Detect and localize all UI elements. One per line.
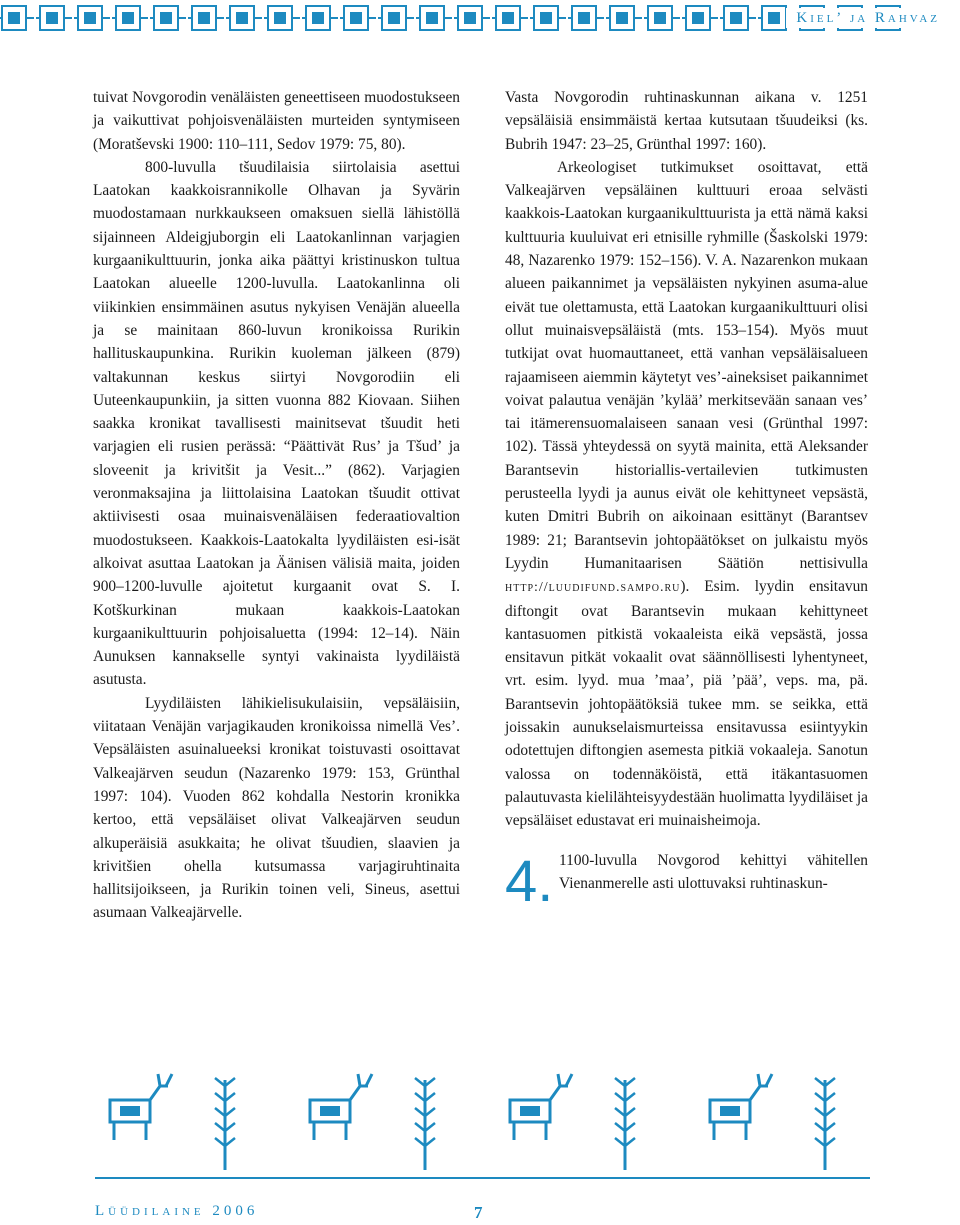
paragraph: tuivat Novgorodin venäläisten geneettiseen muodostukseen ja vaikuttivat pohjoisvenäläisten murteiden syntymiseen (Moratševski 1900: 110–111, Sedov 1979: 75, 80). [93, 89, 460, 153]
band-motif [340, 6, 376, 30]
band-motif [416, 6, 452, 30]
band-motif [644, 6, 680, 30]
band-motif [606, 6, 642, 30]
band-motif [530, 6, 566, 30]
band-motif [226, 6, 262, 30]
paragraph: 800-luvulla tšuudilaisia siirtolaisia asettui Laatokan kaakkoisrannikolle Olhavan ja Syvärin muodostamaan nurkkaukseen omaksuen siellä lähistöllä sijainneen Aldeigjuborgin eli Laatokanlinnan varjagien kurgaanikulttuurin, jonka aika päättyi kristinuskon tultua Laatokan alueelle 1200-luvulla. Laatokanlinna oli viikinkien ensimmäinen asutus nykyisen Venäjän alueella ja se mainitaan 860-luvun kronikoissa Rurikin hallituskaupunkina. Rurikin kuoleman jälkeen (879) valtakunnan keskus siirtyi Novgorodiin eli Uuteenkaupunkiin, ja sitten vuonna 882 Kiovaan. Siihen saakka kronikat tavallisesti mainitsevat tšuudit heti varjagien eli rusien perässä: “Päättivät Rus’ ja Tšud’ ja sloveenit ja krivitšit ja Vesit...” (862). Varjagien veronmaksajina ja liittolaisina Laatokan tšuudit ottivat aktiivisesti osaa muinaisvenäläisen federaatiovaltion muodostukseen. Kaakkois-Laatokalta lyydiläisten esi-isät alkoivat asuttaa Laatokan ja Äänisen välisiä maita, joiden 900–1200-luvulle ajoitetut kurgaanit ovat S. I. Kotškurkinan mukaan kaakkois-Laatokan kurgaanikulttuurin pohjoisaluetta (1994: 12–14). Näin Aunuksen kannakselle syntyi vakinaista lyydiläistä asutusta. [93, 158, 460, 689]
band-motif [112, 6, 148, 30]
band-motif [0, 6, 34, 30]
left-text-column [93, 86, 460, 925]
right-text-column [505, 86, 868, 914]
ornament-figures [95, 1074, 870, 1178]
paragraph-text: Arkeologiset tutkimukset osoittavat, että Valkeajärven vepsäläinen kulttuuri eroaa selvästi kaakkois-Laatokan kurgaanikulttuurista ja että nämä kaksi kulttuuria kuuluivat eri etnisille ryhmille (Šaskolski 1979: 48, Nazarenko 1979: 152–156). V. A. Nazarenkon mukaan alueen paikannimet ja vepsäläisten nykyinen asuma-alue eivät tue olettamusta, että Laatokan kurgaanikulttuuri olisi ollut muinaisvepsäläistä (mts. 153–154). Myös muut tutkijat ovat huomauttaneet, että vanhan vepsäläisalueen rajaamiseen aiemmin käytetyt ves’-aineksiset paikannimet voivat palautua venäjän ’kylää’ merkitsevään sanaan ves’ tai itämerensuomalaiseen sanaan vesi (Grünthal 1997: 102). Tässä yhteydessä on syytä mainita, että Aleksander Barantsevin historiallis-vertailevien tutkimusten perusteella lyydi ja aunus eivät ole kehittyneet vepsästä, kuten Dmitri Bubrih on aikoinaan esittänyt (Barantsev 1989: 21; Barantsevin johtopäätökset on julkaistu myös Lyydin Humanitaarisen Säätiön nettisivulla [505, 158, 868, 572]
folk-ornament-illustration [95, 1060, 870, 1185]
band-motif [682, 6, 718, 30]
band-motif [378, 6, 414, 30]
paragraph: Vasta Novgorodin ruhtinaskunnan aikana v. 1251 vepsäläisiä ensimmäistä kertaa kutsutaan tšuudeiksi (ks. Bubrih 1947: 23–25, Grünthal 1997: 160). [505, 89, 868, 153]
band-motif [264, 6, 300, 30]
page-number: 7 [474, 1203, 483, 1222]
band-motif [188, 6, 224, 30]
band-motif [720, 6, 756, 30]
band-motif [302, 6, 338, 30]
footer-magazine-title: Lüüdilaine 2006 [95, 1203, 259, 1219]
top-ornament-band [0, 0, 960, 40]
section-number: 4. [505, 848, 554, 914]
section-text: 1100-luvulla Novgorod kehittyi vähitellen Vienanmerelle asti ulottuvaksi ruhtinaskun- [559, 851, 868, 892]
paragraph [505, 156, 868, 833]
website-link[interactable]: http://luudifund.sampo.ru [505, 580, 681, 596]
journal-title: Kiel’ ja Rahvaz [786, 8, 944, 28]
section-4 [505, 848, 868, 914]
paragraph: Lyydiläisten lähikielisukulaisiin, vepsäläisiin, viitataan Venäjän varjagikauden kronikoissa nimellä Ves’. Vepsäläisten asuinalueeksi kronikat toistuvasti osoittavat Valkeajärven seudun (Nazarenko 1979: 153, Grünthal 1997: 104). Vuoden 862 kohdalla Nestorin kronikka kertoo, että vepsäläiset olivat Valkeajärven seudun alkuperäisiä asukkaita; he olivat tšuudien, slaavien ja krivitšien ohella kutsumassa varjagiruhtinaita hallitsijoikseen, ja Rurikin toinen veli, Sineus, asettui asumaan Valkeajärvelle. [93, 694, 460, 922]
band-motif [150, 6, 186, 30]
band-motif [36, 6, 72, 30]
band-motif [74, 6, 110, 30]
band-motif [568, 6, 604, 30]
band-motif [492, 6, 528, 30]
band-motif [454, 6, 490, 30]
paragraph-text: ). Esim. lyydin ensitavun diftongit ovat Barantsevin mukaan kehittyneet kantasuomen pitkistä vokaaleista eikä vepsästä, jossa ensitavun pitkät vokaalit ovat säännöllisesti lyhentyneet, vrt. esim. lyyd. mua ’maa’, piä ’pää’, veps. ma, pä. Barantsevin johtopäätöksiä tukee mm. se seikka, että joissakin aunukselaismurteissa ensitavussa esiintyykin odotettujen diftongien asemesta pitkiä vokaaleja. Sanotun valossa on todennäköistä, että itäkantasuomen palautuvasta kielilähteisyydestään huolimatta lyydiläiset ja vepsäläiset edustavat eri muinaisheimoja. [505, 578, 868, 830]
